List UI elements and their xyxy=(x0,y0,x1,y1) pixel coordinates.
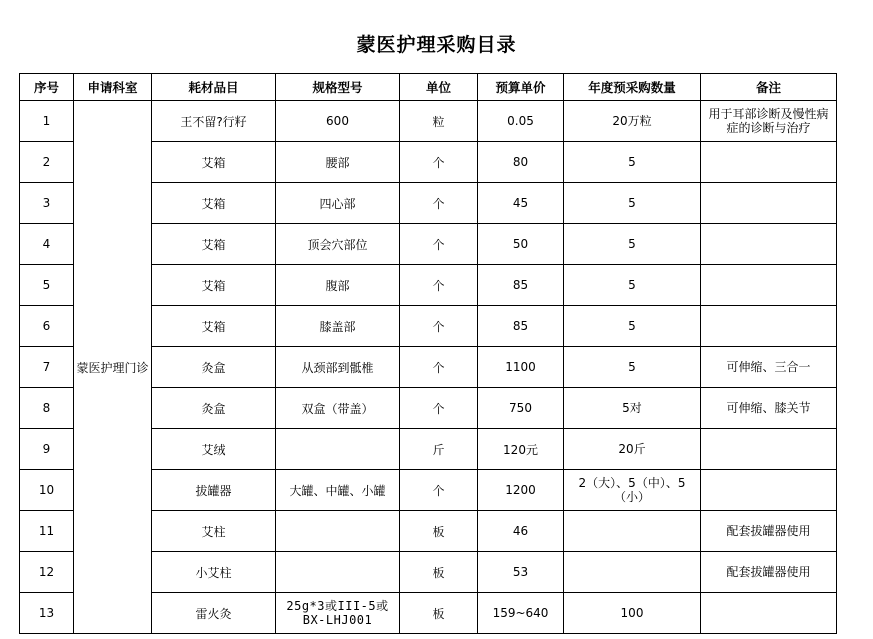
header-quantity: 年度预采购数量 xyxy=(564,74,701,101)
header-spec: 规格型号 xyxy=(276,74,400,101)
table-cell-price: 50 xyxy=(478,224,564,265)
table-cell-note xyxy=(701,306,837,347)
table-cell-price: 45 xyxy=(478,183,564,224)
table-cell-note: 可伸缩、三合一 xyxy=(701,347,837,388)
table-cell-note: 用于耳部诊断及慢性病症的诊断与治疗 xyxy=(701,101,837,142)
table-cell-unit: 个 xyxy=(400,183,478,224)
table-cell-quantity: 20万粒 xyxy=(564,101,701,142)
table-cell-spec: 25g*3或III-5或BX-LHJ001 xyxy=(276,593,400,634)
header-item: 耗材品目 xyxy=(152,74,276,101)
table-cell-spec xyxy=(276,511,400,552)
table-cell-seq: 6 xyxy=(20,306,74,347)
table-cell-price: 85 xyxy=(478,265,564,306)
table-cell-note xyxy=(701,593,837,634)
table-cell-price: 53 xyxy=(478,552,564,593)
table-cell-item: 艾箱 xyxy=(152,265,276,306)
table-cell-price: 80 xyxy=(478,142,564,183)
table-cell-unit: 个 xyxy=(400,306,478,347)
table-cell-quantity: 5 xyxy=(564,306,701,347)
table-cell-quantity: 5 xyxy=(564,142,701,183)
table-cell-seq: 12 xyxy=(20,552,74,593)
table-cell-note: 可伸缩、膝关节 xyxy=(701,388,837,429)
table-cell-unit: 个 xyxy=(400,224,478,265)
table-cell-quantity: 5 xyxy=(564,224,701,265)
table-cell-seq: 8 xyxy=(20,388,74,429)
table-cell-item: 艾绒 xyxy=(152,429,276,470)
table-cell-price: 85 xyxy=(478,306,564,347)
header-department: 申请科室 xyxy=(74,74,152,101)
table-cell-item: 艾箱 xyxy=(152,306,276,347)
table-cell-spec: 腰部 xyxy=(276,142,400,183)
table-cell-seq: 7 xyxy=(20,347,74,388)
table-cell-spec xyxy=(276,552,400,593)
table-cell-unit: 粒 xyxy=(400,101,478,142)
table-cell-note xyxy=(701,470,837,511)
table-cell-seq: 10 xyxy=(20,470,74,511)
table-cell-quantity: 5 xyxy=(564,347,701,388)
table-cell-item: 小艾柱 xyxy=(152,552,276,593)
table-cell-unit: 板 xyxy=(400,552,478,593)
table-cell-unit: 个 xyxy=(400,142,478,183)
table-cell-item: 拔罐器 xyxy=(152,470,276,511)
table-cell-seq: 4 xyxy=(20,224,74,265)
table-cell-price: 1200 xyxy=(478,470,564,511)
table-cell-quantity: 20斤 xyxy=(564,429,701,470)
header-unit: 单位 xyxy=(400,74,478,101)
table-cell-note xyxy=(701,265,837,306)
table-cell-quantity: 100 xyxy=(564,593,701,634)
table-cell-item: 艾柱 xyxy=(152,511,276,552)
table-cell-item: 艾箱 xyxy=(152,183,276,224)
table-cell-note xyxy=(701,429,837,470)
table-cell-quantity: 2（大）、5（中）、5（小） xyxy=(564,470,701,511)
table-cell-note xyxy=(701,183,837,224)
table-cell-note xyxy=(701,224,837,265)
table-cell-price: 750 xyxy=(478,388,564,429)
table-cell-spec: 顶会穴部位 xyxy=(276,224,400,265)
table-cell-note: 配套拔罐器使用 xyxy=(701,552,837,593)
table-cell-item: 艾箱 xyxy=(152,142,276,183)
table-cell-spec: 双盒（带盖） xyxy=(276,388,400,429)
page-title: 蒙医护理采购目录 xyxy=(356,34,517,56)
table-cell-item: 王不留?行籽 xyxy=(152,101,276,142)
procurement-table xyxy=(19,73,837,634)
header-seq: 序号 xyxy=(20,74,74,101)
table-cell-spec: 600 xyxy=(276,101,400,142)
table-cell-unit: 斤 xyxy=(400,429,478,470)
table-cell-price: 0.05 xyxy=(478,101,564,142)
table-row xyxy=(20,101,837,142)
header-price: 预算单价 xyxy=(478,74,564,101)
table-cell-quantity: 5对 xyxy=(564,388,701,429)
table-cell-item: 灸盒 xyxy=(152,347,276,388)
table-cell-spec: 大罐、中罐、小罐 xyxy=(276,470,400,511)
table-cell-price: 1100 xyxy=(478,347,564,388)
table-cell-price: 159~640 xyxy=(478,593,564,634)
table-cell-spec: 膝盖部 xyxy=(276,306,400,347)
table-cell-spec: 腹部 xyxy=(276,265,400,306)
table-cell-note xyxy=(701,142,837,183)
table-cell-spec: 四心部 xyxy=(276,183,400,224)
table-cell-price: 46 xyxy=(478,511,564,552)
table-cell-unit: 板 xyxy=(400,593,478,634)
table-cell-seq: 13 xyxy=(20,593,74,634)
table-cell-price: 120元 xyxy=(478,429,564,470)
table-cell-seq: 11 xyxy=(20,511,74,552)
table-cell-quantity: 5 xyxy=(564,265,701,306)
table-cell-unit: 个 xyxy=(400,470,478,511)
table-cell-seq: 9 xyxy=(20,429,74,470)
table-cell-quantity: 5 xyxy=(564,183,701,224)
table-cell-department: 蒙医护理门诊 xyxy=(74,101,152,634)
table-cell-spec xyxy=(276,429,400,470)
table-cell-quantity xyxy=(564,552,701,593)
table-cell-seq: 1 xyxy=(20,101,74,142)
header-note: 备注 xyxy=(701,74,837,101)
table-cell-unit: 板 xyxy=(400,511,478,552)
table-cell-item: 雷火灸 xyxy=(152,593,276,634)
table-cell-item: 艾箱 xyxy=(152,224,276,265)
table-cell-item: 灸盒 xyxy=(152,388,276,429)
table-cell-seq: 3 xyxy=(20,183,74,224)
table-cell-seq: 5 xyxy=(20,265,74,306)
header-row xyxy=(20,74,837,101)
table-cell-quantity xyxy=(564,511,701,552)
table-cell-unit: 个 xyxy=(400,347,478,388)
table-cell-unit: 个 xyxy=(400,388,478,429)
table-cell-unit: 个 xyxy=(400,265,478,306)
table-cell-note: 配套拔罐器使用 xyxy=(701,511,837,552)
table-cell-seq: 2 xyxy=(20,142,74,183)
table-cell-spec: 从颈部到骶椎 xyxy=(276,347,400,388)
